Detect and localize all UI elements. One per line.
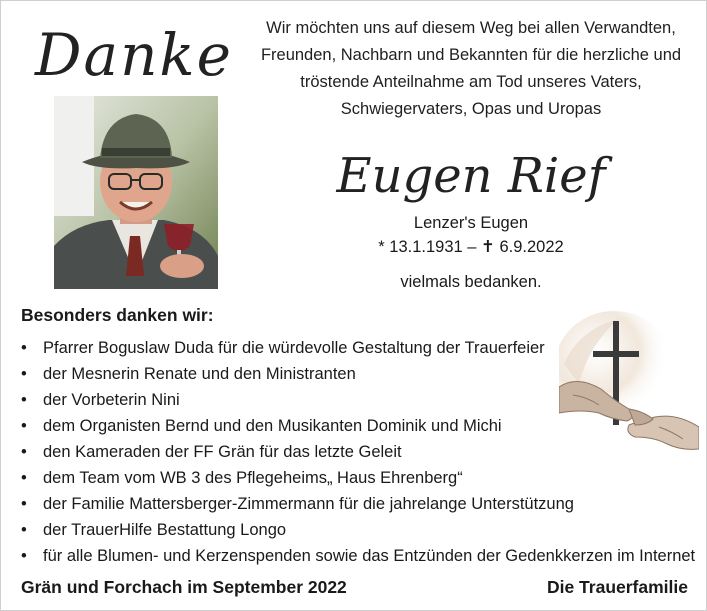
list-item-text: dem Team vom WB 3 des Pflegeheims„ Haus Ehrenberg“ xyxy=(43,469,463,487)
bullet-icon: • xyxy=(21,547,27,565)
bullet-icon: • xyxy=(21,339,27,357)
bullet-icon: • xyxy=(21,495,27,513)
intro-line: Freunden, Nachbarn und Bekannten für die herzliche und xyxy=(260,46,682,64)
bullet-icon: • xyxy=(21,443,27,461)
danke-script-title: Danke xyxy=(35,21,233,89)
intro-line: Schwiegervaters, Opas und Uropas xyxy=(340,100,602,118)
bullet-icon: • xyxy=(21,417,27,435)
closing-line: vielmals bedanken. xyxy=(400,273,542,291)
intro-line: Wir möchten uns auf diesem Weg bei allen Verwandten, xyxy=(266,19,676,37)
list-item xyxy=(21,517,701,543)
list-item-text: dem Organisten Bernd und den Musikanten Dominik und Michi xyxy=(43,417,502,435)
list-item xyxy=(21,491,701,517)
portrait-photo xyxy=(54,96,218,289)
deceased-name: Eugen Rief xyxy=(336,148,606,204)
life-dates: * 13.1.1931 – ✝ 6.9.2022 xyxy=(378,238,564,256)
list-item-text: der TrauerHilfe Bestattung Longo xyxy=(43,521,287,539)
list-item-text: den Kameraden der FF Grän für das letzte Geleit xyxy=(43,443,402,461)
list-item-text: der Familie Mattersberger-Zimmermann für die jahrelange Unterstützung xyxy=(43,495,574,513)
intro-text xyxy=(247,15,695,123)
bullet-icon: • xyxy=(21,469,27,487)
list-item-text: der Vorbeterin Nini xyxy=(43,391,180,409)
thanks-heading: Besonders danken wir: xyxy=(21,305,214,325)
list-item xyxy=(21,465,701,491)
cross-with-clasped-hands-icon xyxy=(559,309,699,459)
place-and-date: Grän und Forchach im September 2022 xyxy=(21,577,347,597)
list-item-text: für alle Blumen- und Kerzenspenden sowie das Entzünden der Gedenkkerzen im Internet xyxy=(43,547,696,565)
bullet-icon: • xyxy=(21,391,27,409)
list-item xyxy=(21,543,701,569)
list-item-text: der Mesnerin Renate und den Ministranten xyxy=(43,365,356,383)
deceased-nickname: Lenzer's Eugen xyxy=(413,214,529,232)
portrait-illustration xyxy=(54,96,218,289)
list-item-text: Pfarrer Boguslaw Duda für die würdevolle Gestaltung der Trauerfeier xyxy=(43,339,545,357)
intro-line: tröstende Anteilnahme am Tod unseres Vaters, xyxy=(300,73,642,91)
cross-and-hands-icon xyxy=(559,309,699,459)
bullet-icon: • xyxy=(21,365,27,383)
signature: Die Trauerfamilie xyxy=(546,577,688,597)
bullet-icon: • xyxy=(21,521,27,539)
